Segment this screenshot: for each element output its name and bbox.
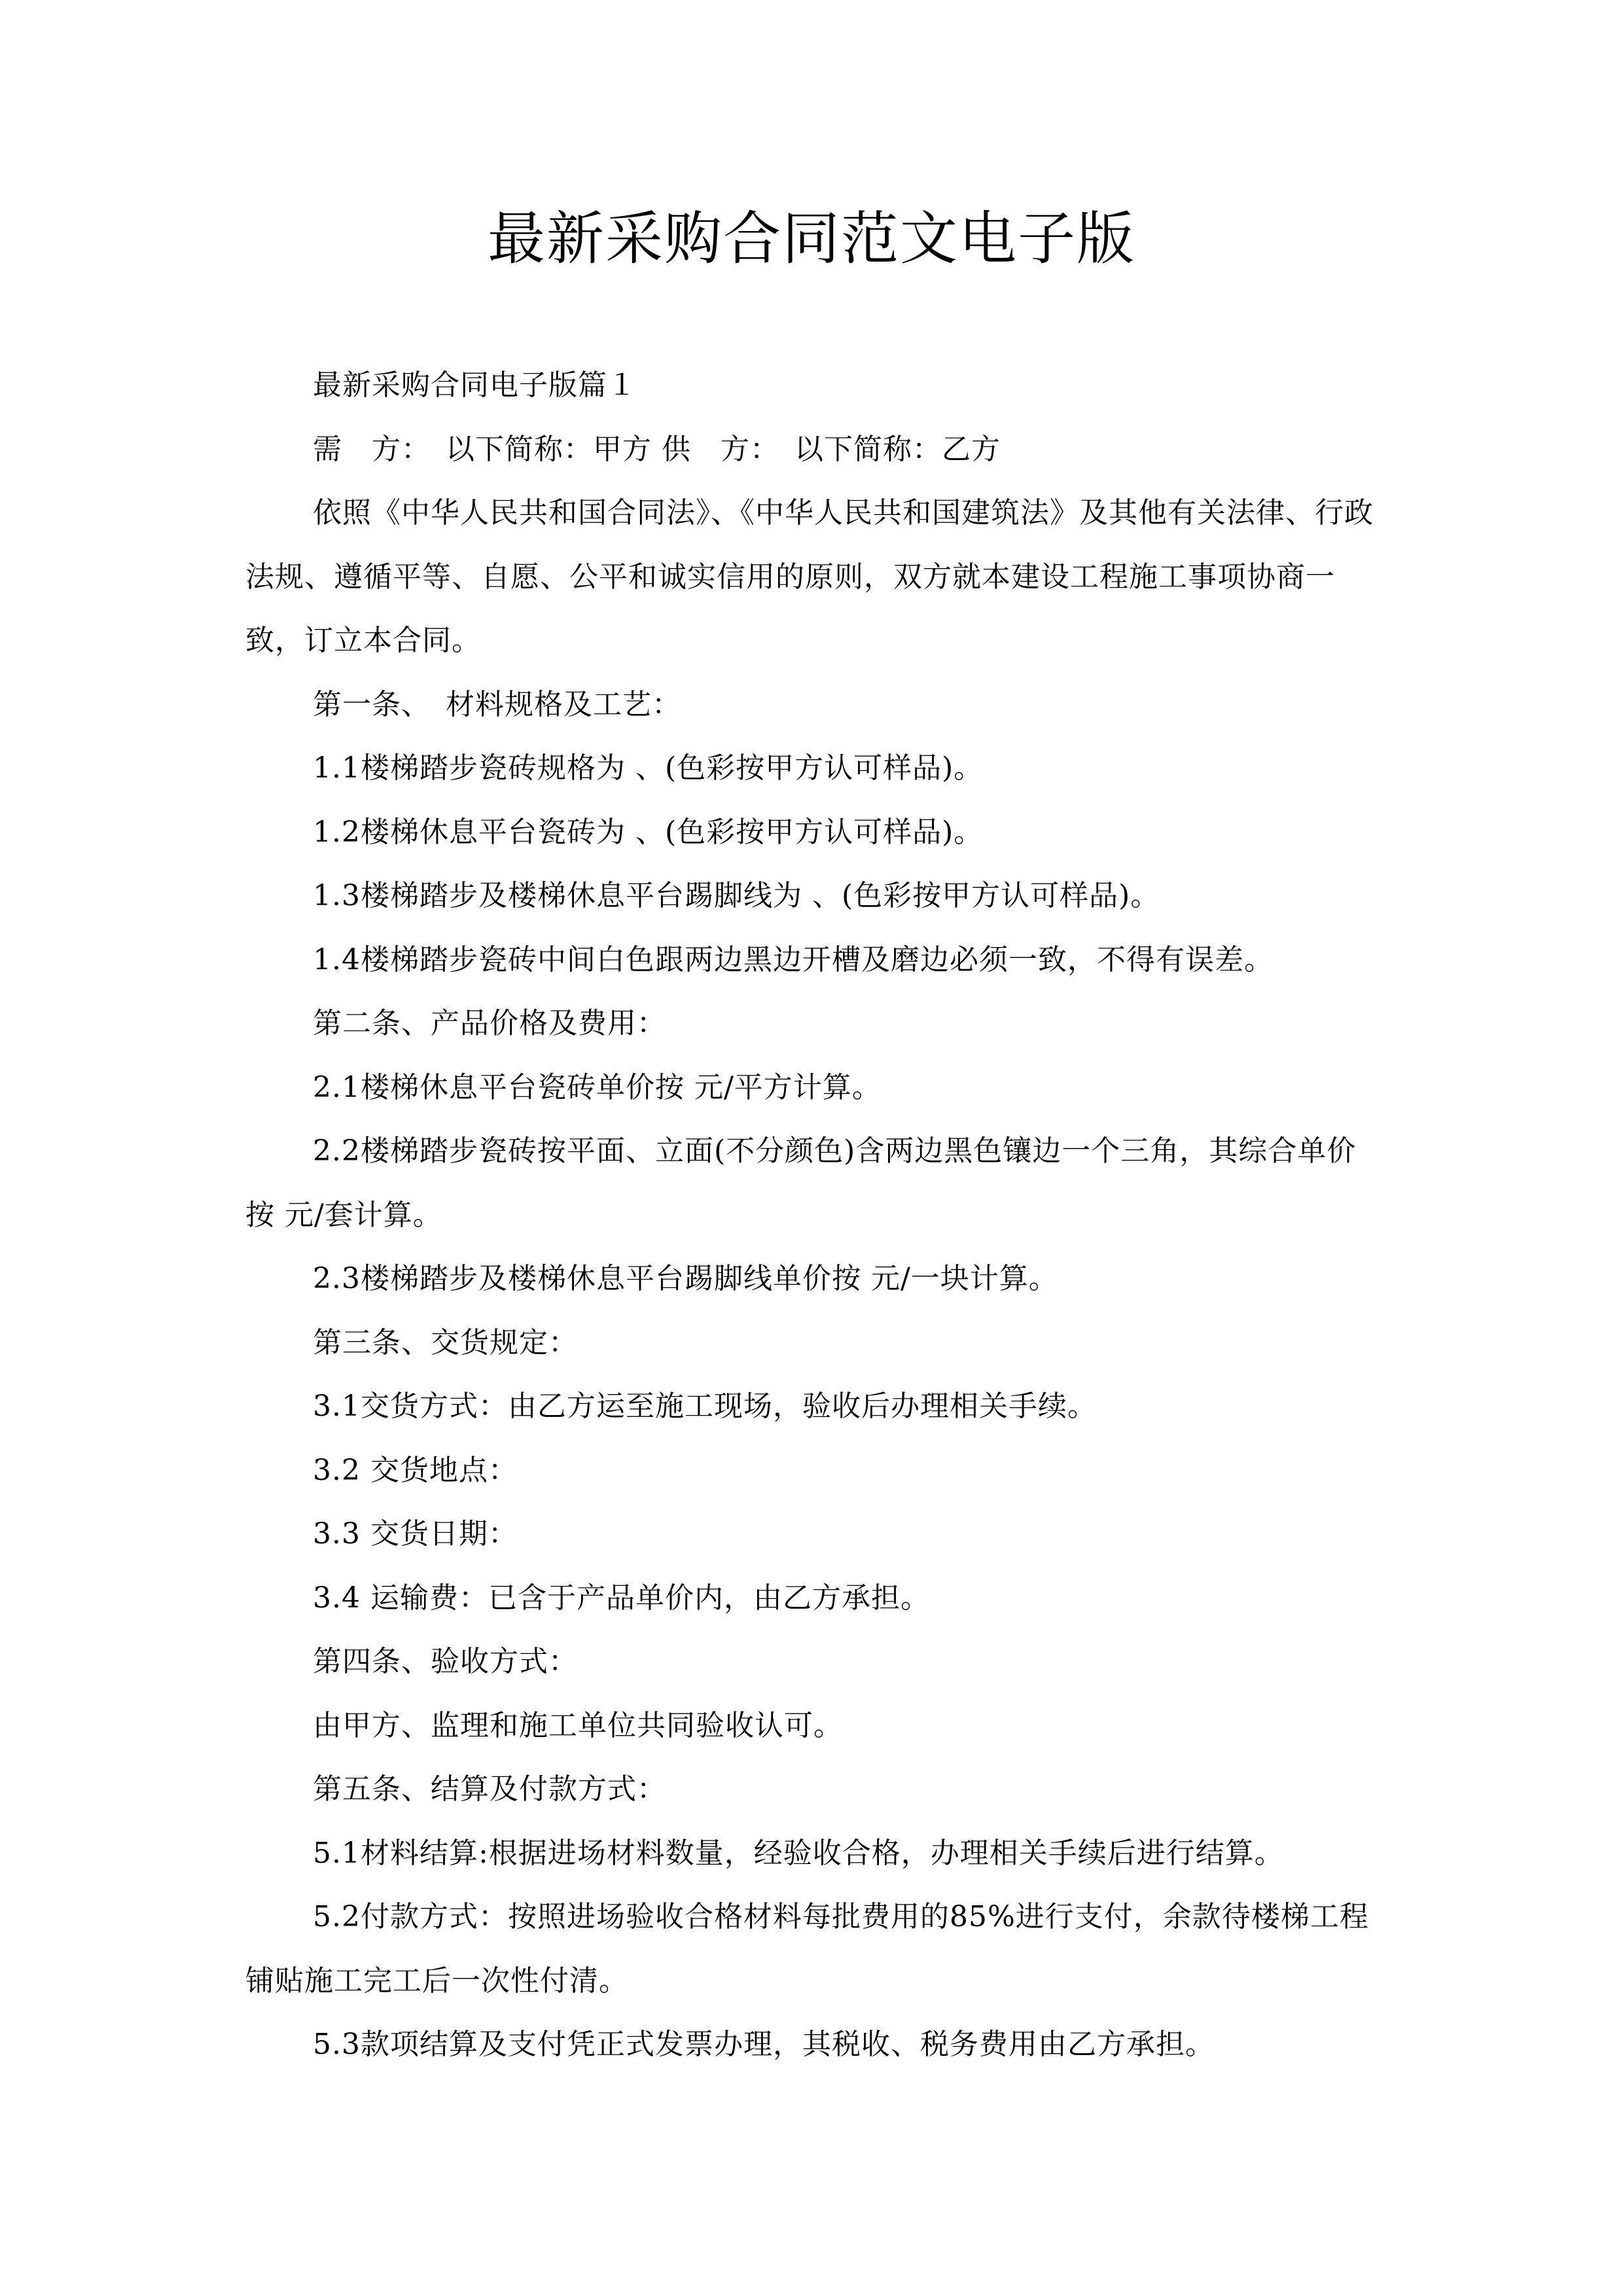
article-4-body: 由甲方、监理和施工单位共同验收认可。 [313, 1708, 843, 1742]
clause-1-4: 1.4楼梯踏步瓷砖中间白色跟两边黑边开槽及磨边必须一致，不得有误差。 [313, 942, 1274, 977]
article-3-heading: 第三条、交货规定： [313, 1325, 578, 1359]
parties-line: 需 方： 以下简称：甲方 供 方： 以下简称：乙方 [313, 432, 1001, 466]
section-heading: 最新采购合同电子版篇１ [313, 368, 637, 402]
clause-3-3: 3.3 交货日期： [313, 1517, 518, 1551]
document-title: 最新采购合同范文电子版 [487, 205, 1135, 272]
article-4-heading: 第四条、验收方式： [313, 1645, 578, 1678]
clause-5-1: 5.1材料结算:根据进场材料数量，经验收合格，办理相关手续后进行结算。 [313, 1836, 1284, 1870]
clause-2-1: 2.1楼梯休息平台瓷砖单价按 元/平方计算。 [313, 1070, 882, 1104]
clause-1-2: 1.2楼梯休息平台瓷砖为 、(色彩按甲方认可样品)。 [313, 815, 984, 849]
clause-5-2: 5.2付款方式：按照进场验收合格材料每批费用的85%进行支付，余款待楼梯工程铺贴施工完工后一次性付清。 [245, 1900, 1369, 1998]
clause-3-4: 3.4 运输费：已含于产品单价内，由乙方承担。 [313, 1581, 930, 1615]
clause-3-2: 3.2 交货地点： [313, 1453, 518, 1487]
clause-5-3: 5.3款项结算及支付凭正式发票办理，其税收、税务费用由乙方承担。 [313, 2028, 1215, 2061]
clause-2-3: 2.3楼梯踏步及楼梯休息平台踢脚线单价按 元/一块计算。 [313, 1262, 1058, 1295]
article-2-heading: 第二条、产品价格及费用： [313, 1007, 666, 1040]
article-1-heading: 第一条、 材料规格及工艺： [313, 687, 681, 721]
clause-1-1: 1.1楼梯踏步瓷砖规格为 、(色彩按甲方认可样品)。 [313, 751, 984, 785]
clause-3-1: 3.1交货方式：由乙方运至施工现场，验收后办理相关手续。 [313, 1390, 1097, 1423]
clause-2-2: 2.2楼梯踏步瓷砖按平面、立面(不分颜色)含两边黑色镶边一个三角，其综合单价按 元/套计算。 [245, 1134, 1357, 1232]
clause-1-3: 1.3楼梯踏步及楼梯休息平台踢脚线为 、(色彩按甲方认可样品)。 [313, 879, 1160, 912]
document-body [245, 353, 1384, 2077]
preamble-paragraph: 依照《中华人民共和国合同法》、《中华人民共和国建筑法》及其他有关法律、行政法规、遵循平等、自愿、公平和诚实信用的原则，双方就本建设工程施工事项协商一致，订立本合同。 [245, 496, 1374, 657]
article-5-heading: 第五条、结算及付款方式： [313, 1772, 666, 1806]
